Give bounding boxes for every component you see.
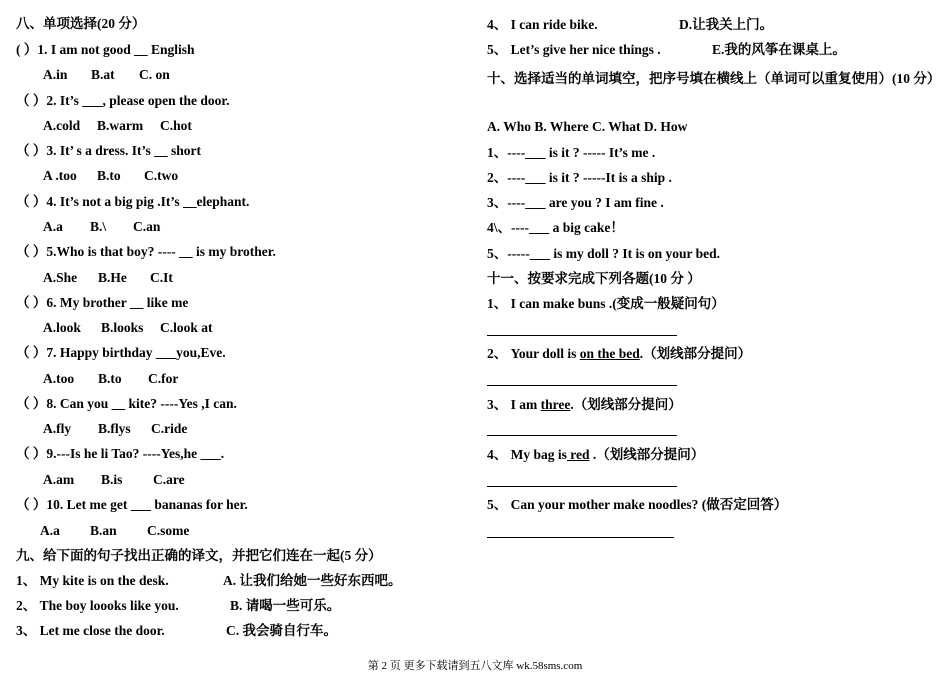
question-3: （ ）3. It’ s a dress. It’s __ short xyxy=(16,143,201,158)
transform-item-5: 5、 Can your mother make noodles? (做否定回答） xyxy=(487,497,788,512)
option-b: B.looks xyxy=(101,320,144,335)
option-c: C.It xyxy=(150,270,173,285)
option-c: C. on xyxy=(139,67,170,82)
option-b: B.at xyxy=(91,67,115,82)
match-a-chinese: A. 让我们给她一些好东西吧。 xyxy=(223,573,402,588)
match-item-1 xyxy=(16,572,402,590)
transform-3-underlined: three xyxy=(540,397,571,412)
section-10-title: 十、选择适当的单词填空，把序号填在横线上（单词可以重复使用）(10 分） xyxy=(487,71,941,86)
option-c: C.for xyxy=(148,371,179,386)
fill-item-4: 4\、----___ a big cake！ xyxy=(487,220,624,235)
answer-line-3[interactable] xyxy=(487,435,677,436)
question-4-options xyxy=(43,218,160,236)
transform-2-suffix: .（划线部分提问） xyxy=(639,346,752,361)
question-10-options xyxy=(40,522,189,540)
question-6-options xyxy=(43,319,213,337)
question-7-options xyxy=(43,370,178,388)
option-c: C.ride xyxy=(151,421,188,436)
answer-line-1[interactable] xyxy=(487,335,677,336)
transform-3-suffix: .（划线部分提问） xyxy=(570,397,682,412)
match-4-english: 4、 I can ride bike. xyxy=(487,17,598,32)
question-3-options xyxy=(43,167,178,185)
match-1-english: 1、 My kite is on the desk. xyxy=(16,573,169,588)
answer-line-2[interactable] xyxy=(487,385,677,386)
fill-item-1: 1、----___ is it ? ----- It’s me . xyxy=(487,145,656,160)
question-1-options xyxy=(43,66,170,84)
option-a: A.She xyxy=(43,270,78,285)
option-b: B.flys xyxy=(98,421,131,436)
match-2-english: 2、 The boy loooks like you. xyxy=(16,598,179,613)
section-9-title: 九、给下面的句子找出正确的译文，并把它们连在一起(5 分） xyxy=(16,548,382,563)
question-6: （ ）6. My brother __ like me xyxy=(16,295,189,310)
option-b: B.He xyxy=(98,270,127,285)
option-c: C.are xyxy=(153,472,185,487)
option-a: A.cold xyxy=(43,118,81,133)
fill-item-2: 2、----___ is it ? -----It is a ship . xyxy=(487,170,672,185)
transform-item-3 xyxy=(487,396,682,414)
match-item-3 xyxy=(16,622,337,640)
match-item-2 xyxy=(16,597,340,615)
transform-3-prefix: 3、 I am xyxy=(487,397,541,412)
question-7: （ ）7. Happy birthday ___you,Eve. xyxy=(16,345,226,360)
option-a: A.too xyxy=(43,371,75,386)
section-8-title: 八、单项选择(20 分） xyxy=(16,16,146,31)
section-11-title: 十一、按要求完成下列各题(10 分 ） xyxy=(487,271,701,286)
page-footer: 第 2 页 更多下载请到五八文库 wk.58sms.com xyxy=(367,660,583,672)
option-a: A .too xyxy=(43,168,77,183)
question-1: ( ）1. I am not good __ English xyxy=(16,42,195,57)
question-10: （ ）10. Let me get ___ bananas for her. xyxy=(16,497,248,512)
match-d-chinese: D.让我关上门。 xyxy=(679,17,774,32)
option-c: C.two xyxy=(144,168,179,183)
match-item-4 xyxy=(487,16,773,34)
match-c-chinese: C. 我会骑自行车。 xyxy=(226,623,337,638)
match-b-chinese: B. 请喝一些可乐。 xyxy=(230,598,341,613)
match-item-5 xyxy=(487,41,846,59)
option-b: B.to xyxy=(97,168,121,183)
question-5: （ ）5.Who is that boy? ---- __ is my brother. xyxy=(16,244,276,259)
match-5-english: 5、 Let’s give her nice things . xyxy=(487,42,661,57)
option-a: A.look xyxy=(43,320,81,335)
match-e-chinese: E.我的风筝在课桌上。 xyxy=(712,42,846,57)
question-4: （ ）4. It’s not a big pig .It’s __elephant. xyxy=(16,194,250,209)
option-a: A.am xyxy=(43,472,75,487)
transform-4-prefix: 4、 My bag is xyxy=(487,447,567,462)
option-b: B.is xyxy=(101,472,123,487)
question-8-options xyxy=(43,420,187,438)
answer-line-4[interactable] xyxy=(487,486,677,487)
option-b: B.an xyxy=(90,523,117,538)
transform-item-4 xyxy=(487,446,704,464)
question-9-options xyxy=(43,471,185,489)
option-c: C.some xyxy=(147,523,190,538)
transform-2-underlined: on the bed xyxy=(579,346,640,361)
transform-4-underlined: red xyxy=(566,447,590,462)
transform-item-1: 1、 I can make buns .(变成一般疑问句） xyxy=(487,296,725,311)
question-9: （ ）9.---Is he li Tao? ----Yes,he ___. xyxy=(16,446,225,461)
option-a: A.in xyxy=(43,67,68,82)
word-choices: A. Who B. Where C. What D. How xyxy=(487,119,688,134)
fill-item-3: 3、----___ are you ? I am fine . xyxy=(487,195,664,210)
option-a: A.a xyxy=(40,523,60,538)
fill-item-5: 5、-----___ is my doll ? It is on your bed. xyxy=(487,246,721,261)
option-a: A.a xyxy=(43,219,63,234)
question-8: （ ）8. Can you __ kite? ----Yes ,I can. xyxy=(16,396,237,411)
option-a: A.fly xyxy=(43,421,72,436)
transform-item-2 xyxy=(487,345,751,363)
question-2: （ ）2. It’s ___, please open the door. xyxy=(16,93,230,108)
option-c: C.an xyxy=(133,219,161,234)
question-5-options xyxy=(43,269,173,287)
option-c: C.look at xyxy=(160,320,213,335)
match-3-english: 3、 Let me close the door. xyxy=(16,623,165,638)
transform-4-suffix: .（划线部分提问） xyxy=(589,447,705,462)
option-c: C.hot xyxy=(160,118,192,133)
transform-2-prefix: 2、 Your doll is xyxy=(487,346,580,361)
option-b: B.\ xyxy=(90,219,107,234)
question-2-options xyxy=(43,117,192,135)
option-b: B.to xyxy=(98,371,122,386)
answer-line-5[interactable] xyxy=(487,537,674,538)
option-b: B.warm xyxy=(97,118,144,133)
